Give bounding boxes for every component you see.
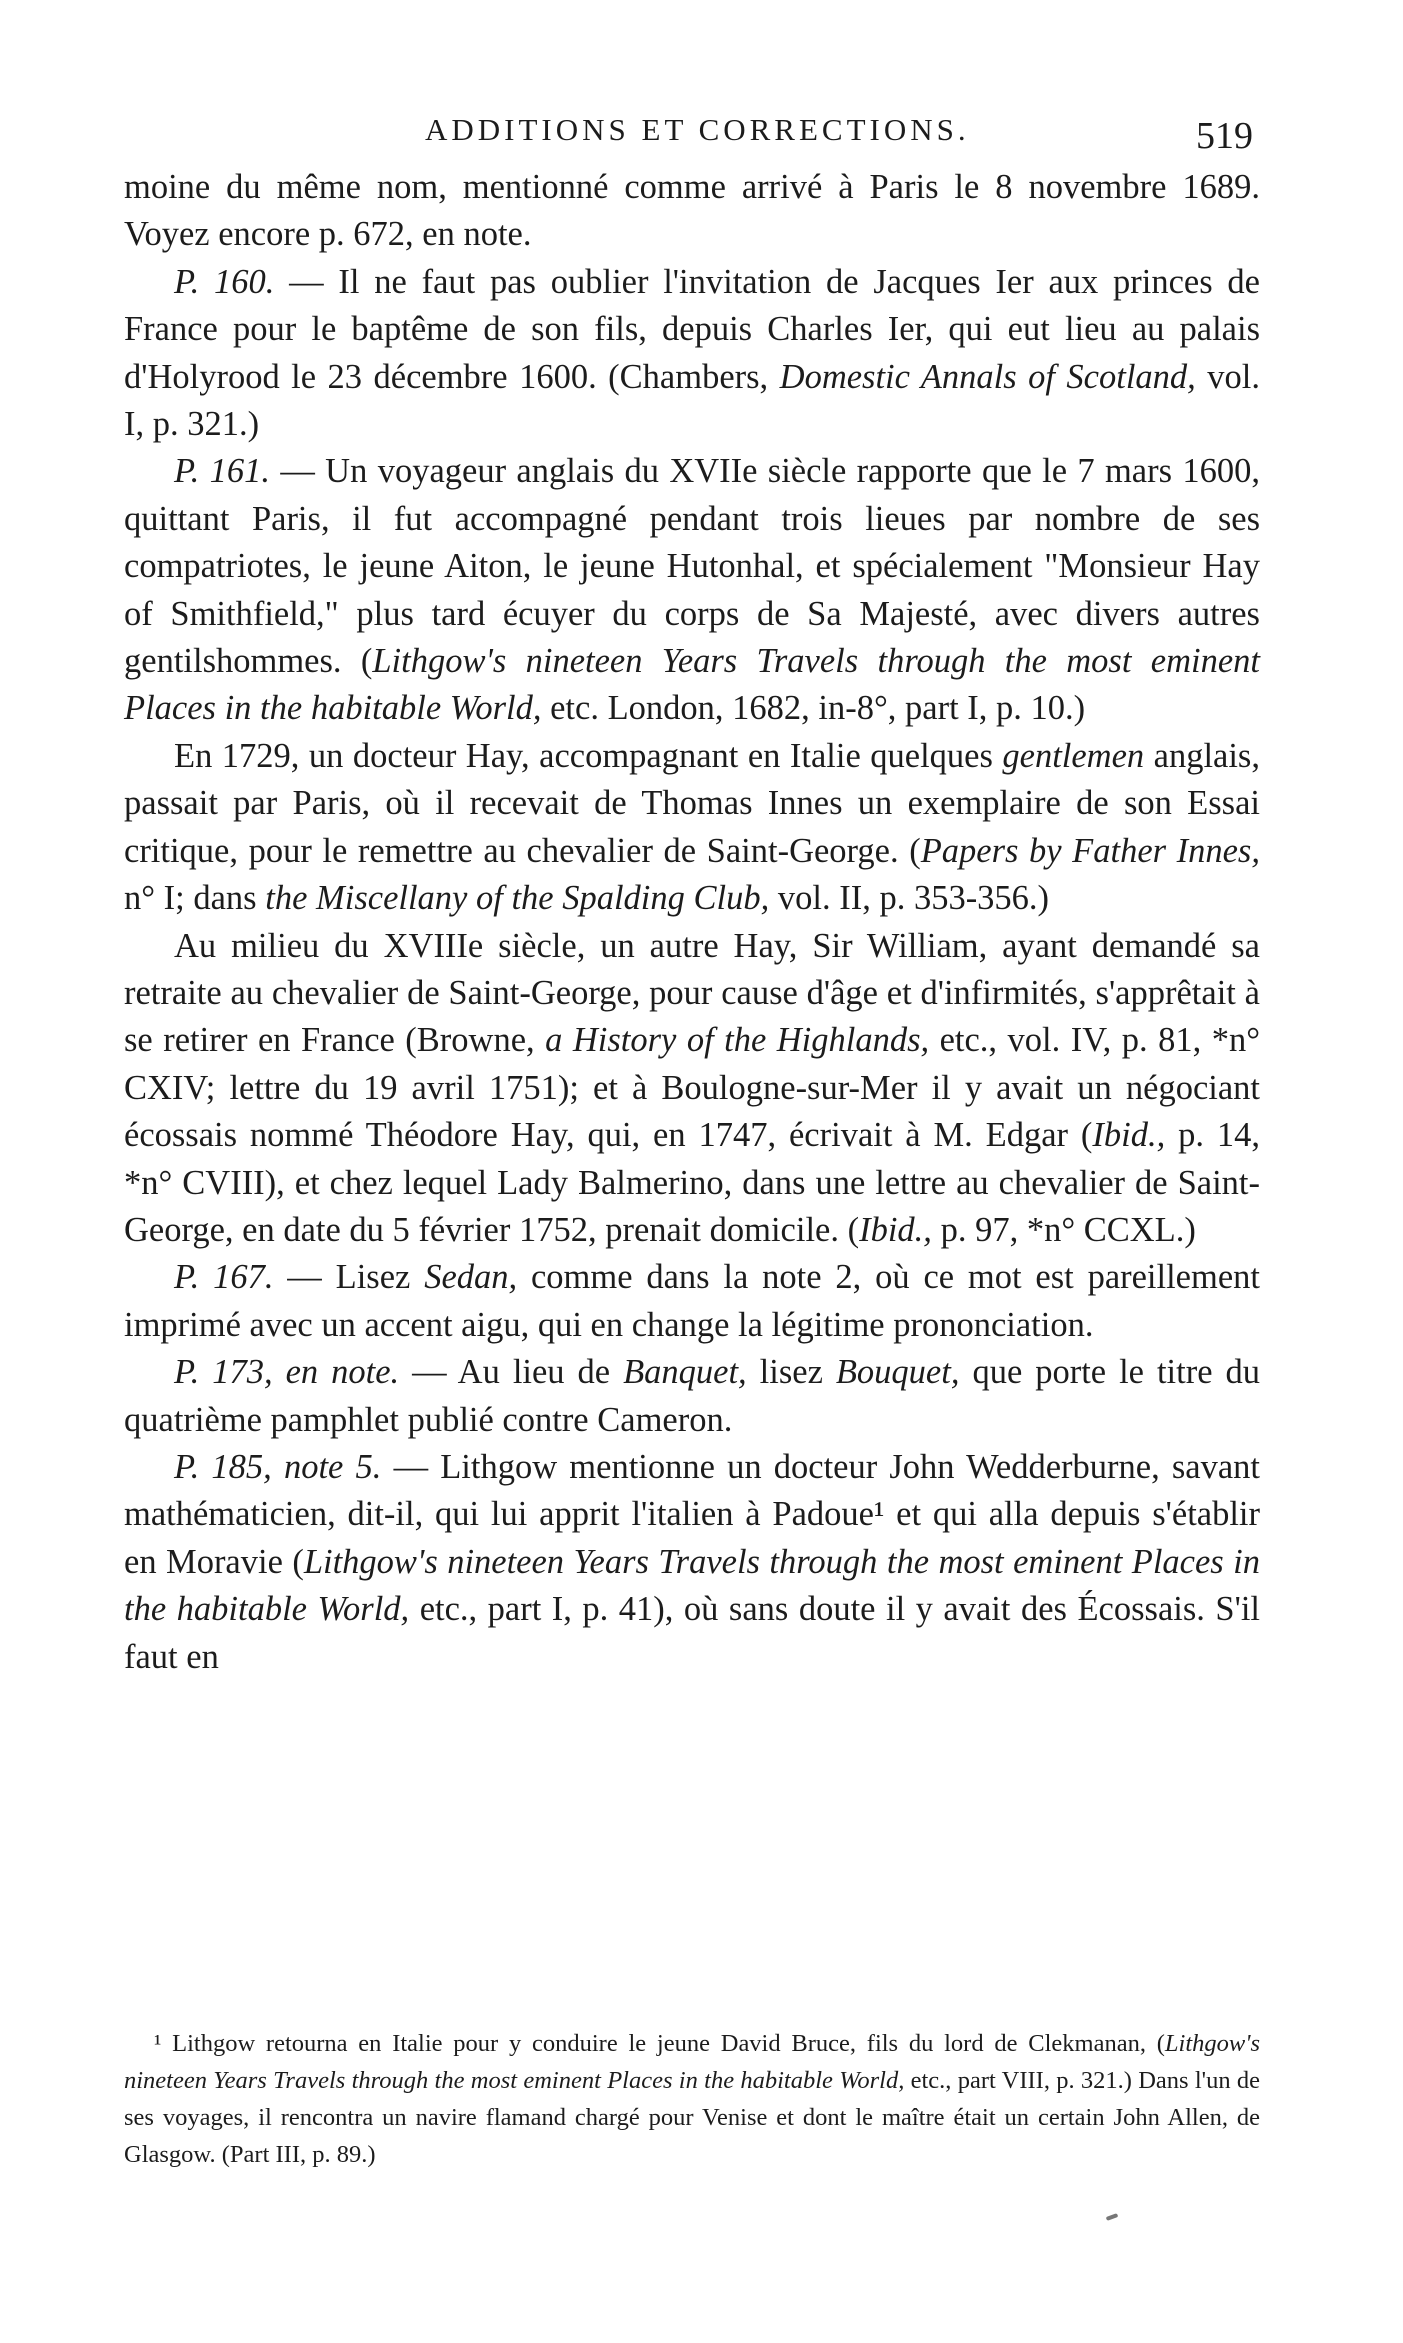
text-run: ¹ Lithgow retourna en Italie pour y conduire le jeune David Bruce, fils du lord de Clekmanan, ( — [154, 2030, 1165, 2057]
text-run: — Au lieu de — [399, 1353, 624, 1392]
italic-reference: Ibid., — [1092, 1116, 1166, 1155]
italic-reference: Ibid., — [859, 1210, 932, 1249]
paragraph — [124, 923, 1260, 1255]
italic-reference: P. 173, en note. — [174, 1353, 400, 1392]
text-run: — Lisez — [273, 1258, 425, 1297]
text-run: vol. II, p. 353-356.) — [769, 879, 1050, 918]
paragraph — [124, 448, 1260, 732]
text-run: anglais, passait par Paris, où il recevait de Thomas Innes un exemplaire de son Essai critique, pour le remettre au chevalier de Saint-George. ( — [124, 736, 1260, 870]
italic-reference: P. 167. — [174, 1258, 274, 1297]
footnote — [124, 2025, 1260, 2173]
text-run: En 1729, un docteur Hay, accompagnant en Italie quelques — [174, 736, 1003, 775]
text-run: etc., part VIII, p. 321.) Dans l'un de ses voyages, il rencontra un navire flamand chargé pour Venise et dont le maître était un certain John Allen, de Glasgow. (Part III, p. 89.) — [124, 2067, 1261, 2168]
text-run: — Lithgow mentionne un docteur John Wedderburne, savant mathématicien, dit-il, qui lui apprit l'italien à Padoue¹ et qui alla depuis s'établir en Moravie ( — [124, 1447, 1260, 1581]
text-run: etc. London, 1682, in-8°, part I, p. 10.) — [541, 689, 1086, 728]
italic-reference: Lithgow's nineteen Years Travels through the most eminent Places in the habitable World, — [124, 1542, 1260, 1629]
italic-reference: a History of the Highlands, — [545, 1021, 930, 1060]
italic-reference: Domestic Annals of Scotland, — [779, 357, 1196, 396]
text-run: etc., part I, p. 41), où sans doute il y avait des Écossais. S'il faut en — [124, 1590, 1260, 1676]
italic-reference: the Miscellany of the Spalding Club, — [265, 879, 770, 918]
italic-reference: gentlemen — [1002, 736, 1145, 775]
text-run: etc., vol. IV, p. 81, *n° CXIV; lettre du 19 avril 1751); et à Boulogne-sur-Mer il y avait un négociant écossais nommé Théodore Hay, qui, en 1747, écrivait à M. Edgar ( — [124, 1021, 1260, 1155]
paragraph — [124, 733, 1260, 923]
text-run: Au milieu du XVIIIe siècle, un autre Hay, Sir William, ayant demandé sa retraite au chevalier de Saint-George, pour cause d'âge et d'infirmités, s'apprêtait à se retirer en France (Browne, — [124, 926, 1260, 1060]
print-smudge — [1106, 2213, 1119, 2221]
italic-reference: P. 160. — [174, 262, 275, 301]
text-run: lisez — [746, 1353, 836, 1392]
text-run: vol. I, p. 321.) — [124, 357, 1260, 444]
text-run: p. 97, *n° CCXL.) — [931, 1210, 1196, 1249]
running-title: ADDITIONS ET CORRECTIONS. — [425, 112, 970, 147]
footnotes — [124, 2025, 1260, 2173]
paragraph — [124, 164, 1260, 259]
italic-reference: P. 161. — [174, 452, 270, 491]
paragraph — [124, 1254, 1260, 1349]
text-run: que porte le titre du quatrième pamphlet publié contre Cameron. — [124, 1353, 1260, 1439]
italic-reference: Lithgow's nineteen Years Travels through the most eminent Places in the habitable World, — [124, 2030, 1260, 2094]
main-text — [124, 164, 1260, 1681]
text-run: comme dans la note 2, où ce mot est pareillement imprimé avec un accent aigu, qui en change la légitime prononciation. — [124, 1258, 1260, 1344]
italic-reference: Bouquet, — [835, 1353, 960, 1392]
italic-reference: Papers by Father Innes, — [920, 831, 1260, 870]
page-number: 519 — [1196, 115, 1253, 157]
text-run: moine du même nom, mentionné comme arrivé à Paris le 8 novembre 1689. Voyez encore p. 672, en note. — [124, 168, 1260, 254]
italic-reference: Lithgow's nineteen Years Travels through the most eminent Places in the habitable World, — [124, 642, 1260, 728]
text-run: n° I; dans — [124, 879, 266, 918]
paragraph — [124, 1444, 1260, 1681]
italic-reference: Sedan, — [424, 1258, 518, 1297]
paragraph — [124, 259, 1260, 449]
text-run: — Il ne faut pas oublier l'invitation de Jacques Ier aux princes de France pour le baptême de son fils, depuis Charles Ier, qui eut lieu au palais d'Holyrood le 23 décembre 1600. (Chambers, — [124, 262, 1260, 396]
text-run: — Un voyageur anglais du XVIIe siècle rapporte que le 7 mars 1600, quittant Paris, il fut accompagné pendant trois lieues par nombre de ses compatriotes, le jeune Aiton, le jeune Hutonhal, et spécialement "Monsieur Hay of Smithfield," plus tard écuyer du corps de Sa Majesté, avec divers autres gentilshommes. ( — [124, 452, 1260, 681]
italic-reference: Banquet, — [623, 1353, 747, 1392]
text-run: p. 14, *n° CVIII), et chez lequel Lady Balmerino, dans une lettre au chevalier de Saint-George, en date du 5 février 1752, prenait domicile. ( — [124, 1116, 1261, 1249]
italic-reference: P. 185, note 5. — [174, 1447, 382, 1486]
paragraph — [124, 1349, 1260, 1444]
